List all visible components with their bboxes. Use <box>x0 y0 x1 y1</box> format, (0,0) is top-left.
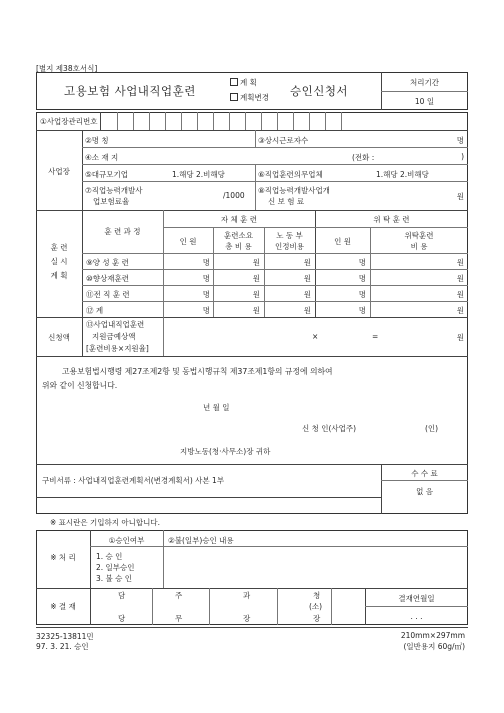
process-period-label: 처리기간 <box>410 78 439 87</box>
sign-col-section-1: 과 <box>243 591 251 600</box>
process-period-value: 10 일 <box>414 97 435 106</box>
col-cost-1: 훈련소요 <box>224 231 253 240</box>
biz-name-label: ②명 칭 <box>85 136 109 145</box>
equals-sign: = <box>372 332 379 341</box>
unit-people: 명 <box>358 274 366 283</box>
unit-won: 원 <box>456 290 464 299</box>
unit-won: 원 <box>252 290 260 299</box>
approval-option-2[interactable]: 2. 일부승인 <box>96 563 135 572</box>
plan-change-checkbox[interactable] <box>230 93 238 101</box>
statement-line-2: 위와 같이 신청합니다. <box>42 381 118 390</box>
unit-people: 명 <box>202 290 210 299</box>
amount-label-1: ⑬사업내직업훈련 <box>86 320 145 329</box>
col-entrust-cost-1: 위탁훈련 <box>404 231 434 240</box>
unit-won: 원 <box>252 306 260 315</box>
section-sign: ※ 결 재 <box>50 602 76 611</box>
statement-line-1: 고용보험법시행령 제27조제2항 및 동법시행규칙 제37조제1항의 규정에 의하여 <box>62 367 333 376</box>
unit-won: 원 <box>303 274 311 283</box>
form-title-suffix: 승인신청서 <box>290 84 349 98</box>
addressee: 지방노동(청·사무소)장 귀하 <box>180 447 271 456</box>
col-entrust-cost-2: 비 용 <box>410 242 428 251</box>
premium-rate-label-2: 업보험료율 <box>93 197 130 206</box>
required-documents: 구비서류 : 사업내직업훈련계획서(변경계획서) 사본 1부 <box>42 476 225 485</box>
premium-unit: 원 <box>456 192 464 201</box>
biz-mgmt-no-boxes[interactable] <box>101 112 341 130</box>
address-label: ④소 재 지 <box>85 153 119 162</box>
plan-checkbox[interactable] <box>230 78 238 86</box>
unit-won: 원 <box>456 258 464 267</box>
biz-mgmt-no-label: ①사업장관리번호 <box>40 117 98 126</box>
form-number: [별지 제38호서식] <box>36 64 98 73</box>
fee-value: 없 음 <box>416 487 433 496</box>
fee-header: 수 수 료 <box>411 469 438 478</box>
disapproval-header: ②불(일부)승인 내용 <box>168 536 234 545</box>
plan-option[interactable]: 계 획 <box>230 77 257 88</box>
col-cost-2: 총 비 용 <box>225 242 252 251</box>
premium-rate-label-1: ⑦직업능력개발사 <box>85 186 143 195</box>
section-training-3: 계 획 <box>50 271 68 280</box>
sign-col-director-2: (소) <box>309 602 323 611</box>
footer-paper-type: (일반용지 60g/㎡) <box>403 642 465 651</box>
footer-paper-size: 210mm×297mm <box>400 631 465 640</box>
unit-won: 원 <box>303 258 311 267</box>
amount-label-3: [훈련비용×지원율] <box>86 344 149 353</box>
amount-label-2: 지원금예상액 <box>92 332 136 341</box>
sign-date-label: 결재연월일 <box>398 594 435 603</box>
row-label: ⑪전 직 훈 련 <box>86 290 130 299</box>
sign-col-chief-1: 주 <box>175 591 183 600</box>
unit-people: 명 <box>358 258 366 267</box>
unit-people: 명 <box>358 290 366 299</box>
unit-people: 명 <box>202 258 210 267</box>
phone-label: (전화 : <box>352 153 375 162</box>
sign-col-staff-1: 담 <box>118 591 126 600</box>
times-sign: × <box>312 332 319 341</box>
date-line: 년 월 일 <box>203 403 230 412</box>
unit-people: 명 <box>202 274 210 283</box>
workers-unit: 명 <box>456 136 464 145</box>
row-label: ⑫ 계 <box>86 306 104 315</box>
entrusted-training-header: 위 탁 훈 련 <box>373 215 410 224</box>
unit-people: 명 <box>202 306 210 315</box>
sign-col-section-2: 장 <box>243 614 251 623</box>
amount-unit: 원 <box>456 333 464 342</box>
training-duty-label: ⑥직업훈련의무업체 <box>258 170 323 179</box>
section-training-1: 훈 련 <box>50 243 68 252</box>
approval-header: ①승인여부 <box>108 536 145 545</box>
footer-approval-date: 97. 3. 21. 승인 <box>36 642 89 651</box>
section-business: 사업장 <box>48 167 70 176</box>
large-company-label: ⑤대규모기업 <box>85 170 128 179</box>
section-amount: 신청액 <box>48 333 70 342</box>
unit-people: 명 <box>358 306 366 315</box>
training-duty-options[interactable]: 1.해당 2.비해당 <box>376 170 429 179</box>
applicant-label: 신 청 인(사업주) <box>302 424 357 433</box>
unit-won: 원 <box>252 258 260 267</box>
unit-won: 원 <box>456 306 464 315</box>
section-processing: ※ 처 리 <box>50 553 76 562</box>
sign-col-director-3: 장 <box>313 614 321 623</box>
sign-col-chief-2: 무 <box>175 614 183 623</box>
col-people: 인 원 <box>179 237 197 246</box>
form-title: 고용보험 사업내직업훈련 <box>64 84 196 98</box>
col-people-entrusted: 인 원 <box>334 237 351 246</box>
phone-close: ) <box>461 152 464 161</box>
large-company-options[interactable]: 1.해당 2.비해당 <box>172 170 225 179</box>
row-label: ⑩향상재훈련 <box>86 274 129 283</box>
course-header: 훈 련 과 정 <box>104 227 141 236</box>
section-training-2: 실 시 <box>50 257 68 266</box>
unit-won: 원 <box>303 290 311 299</box>
unit-won: 원 <box>456 274 464 283</box>
footer-form-code: 32325-13811민 <box>36 632 94 641</box>
plan-change-option[interactable]: 계획변경 <box>230 92 269 103</box>
approval-option-1[interactable]: 1. 승 인 <box>96 552 123 561</box>
col-labor-1: 노 동 부 <box>276 231 303 240</box>
sign-col-director-1: 청 <box>313 591 321 600</box>
unit-won: 원 <box>303 306 311 315</box>
self-training-header: 자 체 훈 련 <box>220 215 258 224</box>
col-labor-2: 인정비용 <box>275 242 304 251</box>
row-label: ⑨양 성 훈 련 <box>86 258 129 267</box>
approval-option-3[interactable]: 3. 불 승 인 <box>96 574 133 583</box>
sign-col-staff-2: 당 <box>118 614 126 623</box>
unit-won: 원 <box>252 274 260 283</box>
note-text: ※ 표시란은 기입하지 아니합니다. <box>50 518 161 527</box>
workers-label: ③상시근로자수 <box>258 136 309 145</box>
premium-label-2: 신 보 험 료 <box>268 197 305 206</box>
seal-mark: (인) <box>425 424 439 433</box>
premium-label-1: ⑧직업능력개발사업개 <box>258 186 330 195</box>
sign-date-value: . . . <box>410 612 423 621</box>
premium-rate-unit: /1000 <box>223 191 245 200</box>
